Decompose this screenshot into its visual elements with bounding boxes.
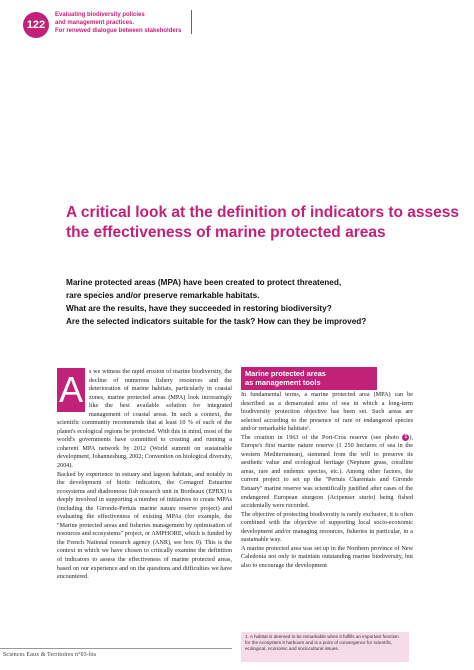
sidebar-paragraph: The objective of protecting biodiversity is rarely exclusive, it is often combined with the objective of supporting local socio-economic development and/or managing resources, fisheries in particular, in a sustainable way. [241,510,413,544]
paragraph-text: ), Europe's first marine nature reserve (1 250 hectares of sea in the western Mediterranean), stemmed from the will to preserve its aesthetic value and ecological heritage (Neptune grass, coralline areas, rare and endemic species, etc.). Among other factors, the current project to set up the "Pertuis Charentais and Gironde Estuary" marine reserve was scientifically justified after cases of the endangered European sturgeon (Acipenser sturio) being fished accidentally were recorded. [241,433,413,510]
article-lead-questions [66,276,396,328]
title-line: A critical look at the definition of indicators to assess [66,204,460,221]
sidebar-paragraph [241,434,413,511]
sidebar-paragraph: A marine protected area was set up in the Northern province of New Caledonia not only to maintain outstanding marine biodiversity, but also to encourage the development [241,544,413,569]
footer-divider [0,648,232,649]
running-head-line: and management practices. [55,20,135,26]
footnote-box: 1. A habitat is deemed to be remarkable when it fulfills an important function for the ecosystem it harbours and is a point of convergence for scientific, ecological, economic and sociocultural issues. [241,632,409,662]
lead-line: rare species and/or preserve remarkable habitats. [66,291,260,300]
journal-footer: Sciences Eaux & Territoires n°03-bis [3,652,97,658]
paragraph-text: The creation in 1963 of the Port-Cros reserve (see photo [241,433,403,441]
header-divider [191,10,192,34]
sidebar-heading-line: Marine protected areas [245,369,326,378]
running-head [55,11,205,35]
sidebar-heading-line: as management tools [245,378,321,387]
body-paragraph: Backed by experience in estuary and lagoon habitats, and notably in the development of biotic indicators, the Cemagref Estuarine ecosystems and diadromous fish research unit in Bordeaux (EPBX) is deeply involved in supporting a number of initiatives to create MPAs (including the Gironde-Pertuis marine nature reserve project) and evaluating the effectiveness of existing MPAs (for example, the "Marine protected areas and fisheries management by optimisation of resources and ecosystems" project, or AMPHORE, which is funded by the French National research agency (ANR), see box 0). This is the context in which we have chosen to critically examine the definition of indicators to assess the effectiveness of marine protected areas, based on our experience and on the questions and difficulties we have encountered. [57,470,232,581]
lead-line: What are the results, have they succeeded in restoring biodiversity? [66,304,332,313]
running-head-line: For renewed dialogue between stakeholders [55,28,182,34]
lead-line: Marine protected areas (MPA) have been created to protect threatened, [66,278,342,287]
sidebar-heading [241,367,377,390]
left-column [57,368,232,614]
sidebar-paragraph: In fundamental terms, a marine protected area (MPA) can be described as a demarcated area of sea in which a long-term biodiversity protection objective has been set. Such areas are selected according to the presence of rare or endangered species and/or remarkable habitats¹. [241,391,413,433]
page-number-badge: 122 [23,12,49,38]
photo-reference-icon: 1 [402,434,409,441]
lead-line: Are the selected indicators suitable for the task? How can they be improved? [66,317,367,326]
drop-cap: A [58,369,83,410]
running-head-line: Evaluating biodiversity policies [55,12,145,18]
body-paragraph: s we witness the rapid erosion of marine biodiversity, the decline of numerous fishery resources and the deterioration of marine habitats, particularly in coastal zones, marine protected areas (MPA) look increasingly like the best available solution for integrated management of coastal areas. In such a context, the scientific community recommends that at least 10 % of each of the planet's ecological regions be protected. With this in mind, most of the world's governments have committed to creating and running a coherent MPA network by 2012 (World summit on sustainable development, Johannesburg, 2002; Convention on biological diversity, 2004). [57,368,232,470]
title-line: the effectiveness of marine protected areas [66,224,386,241]
article-title [66,203,460,243]
right-column [241,391,413,621]
